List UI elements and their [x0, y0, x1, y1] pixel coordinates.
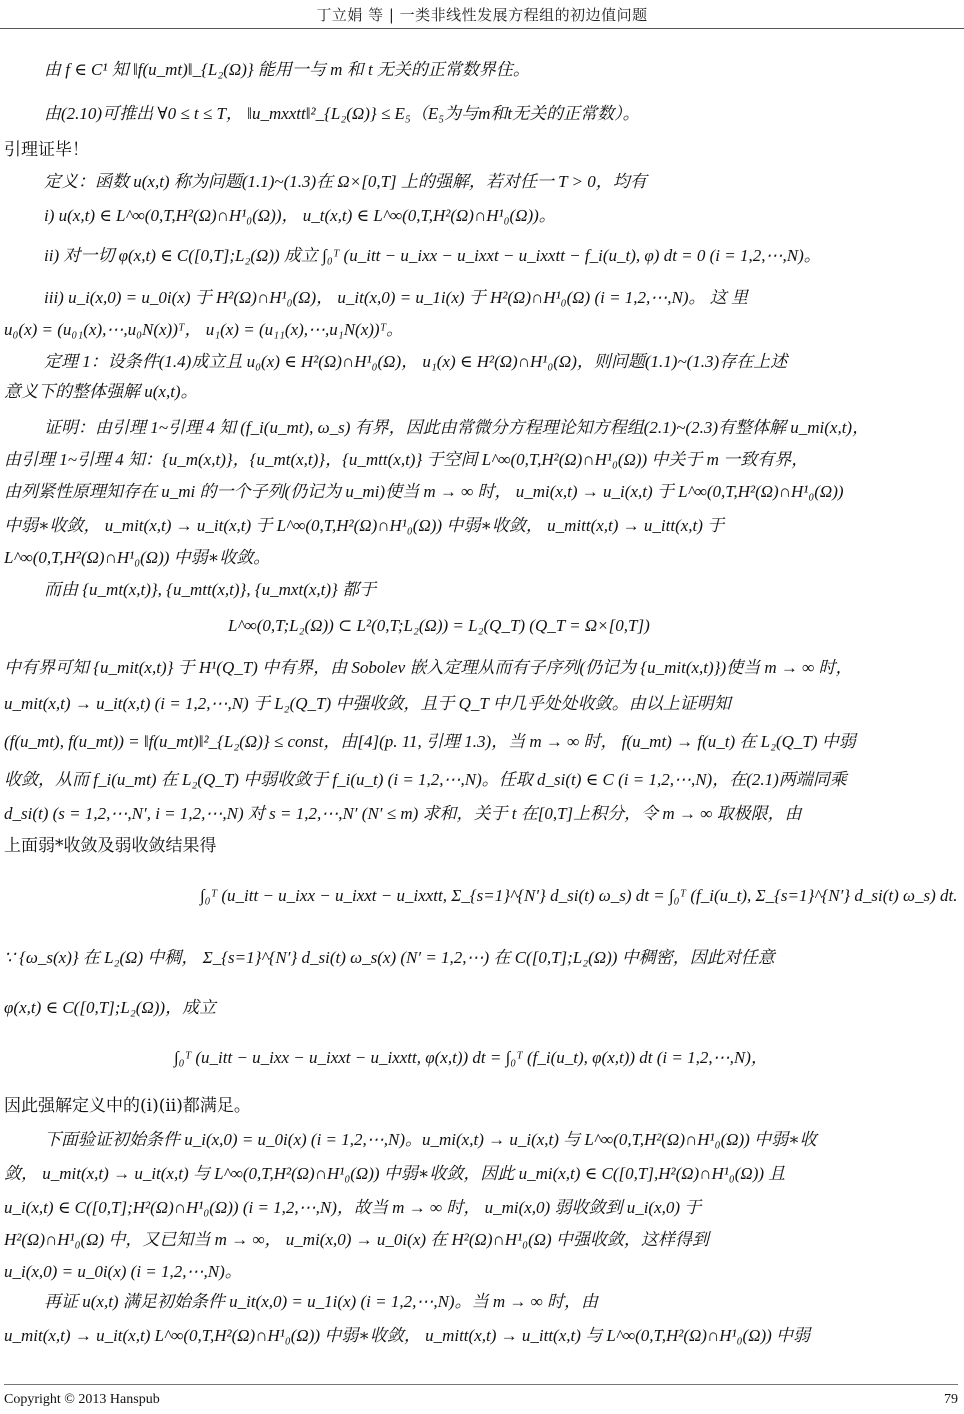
text-line: 由(2.10)可推出 ∀0 ≤ t ≤ T， ‖u_mxxtt‖²_{L₂(Ω)} ≤ E₅（E₅为与m和t无关的正常数）。: [44, 104, 640, 123]
text-line: 中弱∗收敛， u_mit(x,t) → u_it(x,t) 于 L^∞(0,T,H²(Ω)∩H¹₀(Ω)) 中弱∗收敛， u_mitt(x,t) → u_itt(x,t) 于: [4, 516, 725, 535]
text-line: u₀(x) = (u₀₁(x),⋯,u₀N(x))ᵀ， u₁(x) = (u₁₁(x),⋯,u₁N(x))ᵀ。: [4, 320, 404, 339]
text-line: 上面弱*收敛及弱收敛结果得: [4, 836, 217, 856]
text-line: 中有界可知 {u_mit(x,t)} 于 H¹(Q_T) 中有界，由 Sobolev 嵌入定理从而有子序列(仍记为 {u_mit(x,t)})使当 m → ∞ 时，: [4, 658, 853, 677]
text-line: 定义：函数 u(x,t) 称为问题(1.1)~(1.3)在 Ω×[0,T] 上的强解，若对任一 T > 0，均有: [44, 172, 647, 191]
text-line: 因此强解定义中的(i)(ii)都满足。: [4, 1096, 251, 1116]
text-line: (f(u_mt), f(u_mt)) = ‖f(u_mt)‖²_{L₂(Ω)} ≤ const，由[4](p. 11, 引理 1.3)，当 m → ∞ 时， f(u_mt) → f(u_t) 在 L₂(Q_T) 中弱: [4, 732, 856, 751]
text-line: 再证 u(x,t) 满足初始条件 u_it(x,0) = u_1i(x) (i = 1,2,⋯,N)。当 m → ∞ 时，由: [44, 1292, 598, 1311]
text-line: iii) u_i(x,0) = u_0i(x) 于 H²(Ω)∩H¹₀(Ω)， u_it(x,0) = u_1i(x) 于 H²(Ω)∩H¹₀(Ω) (i = 1,2,⋯,N)。 这 里: [44, 288, 749, 307]
text-line: 下面验证初始条件 u_i(x,0) = u_0i(x) (i = 1,2,⋯,N)。u_mi(x,t) → u_i(x,t) 与 L^∞(0,T,H²(Ω)∩H¹₀(Ω)) 中弱∗收: [44, 1130, 817, 1149]
text-line: 定理 1：设条件(1.4)成立且 u₀(x) ∈ H²(Ω)∩H¹₀(Ω)， u₁(x) ∈ H²(Ω)∩H¹₀(Ω)，则问题(1.1)~(1.3)存在上述: [44, 352, 788, 371]
text-line: u_i(x,0) = u_0i(x) (i = 1,2,⋯,N)。: [4, 1262, 242, 1281]
text-line: 由 f ∈ C¹ 知 ‖f(u_mt)‖_{L₂(Ω)} 能用一与 m 和 t 无关的正常数界住。: [44, 60, 530, 79]
text-line: 而由 {u_mt(x,t)}, {u_mtt(x,t)}, {u_mxt(x,t)} 都于: [44, 580, 377, 599]
text-line: 敛， u_mit(x,t) → u_it(x,t) 与 L^∞(0,T,H²(Ω)∩H¹₀(Ω)) 中弱∗收敛，因此 u_mi(x,t) ∈ C([0,T],H²(Ω)∩H¹₀(Ω)) 且: [4, 1164, 786, 1183]
footer-rule: [4, 1384, 958, 1385]
text-line: u_mit(x,t) → u_it(x,t) L^∞(0,T,H²(Ω)∩H¹₀(Ω)) 中弱∗收敛， u_mitt(x,t) → u_itt(x,t) 与 L^∞(0,T,H²(Ω)∩H¹₀(Ω)) 中弱: [4, 1326, 811, 1345]
text-line: L^∞(0,T,H²(Ω)∩H¹₀(Ω)) 中弱∗收敛。: [4, 548, 271, 567]
text-line: u_mit(x,t) → u_it(x,t) (i = 1,2,⋯,N) 于 L₂(Q_T) 中强收敛，且于 Q_T 中几乎处处收敛。由以上证明知: [4, 694, 731, 713]
header-rule: [0, 28, 964, 29]
text-line: i) u(x,t) ∈ L^∞(0,T,H²(Ω)∩H¹₀(Ω))， u_t(x,t) ∈ L^∞(0,T,H²(Ω)∩H¹₀(Ω))。: [44, 206, 556, 225]
running-header: 丁立娟 等 | 一类非线性发展方程组的初边值问题: [316, 6, 648, 24]
text-line: 由引理 1~引理 4 知：{u_m(x,t)}，{u_mt(x,t)}，{u_mtt(x,t)} 于空间 L^∞(0,T,H²(Ω)∩H¹₀(Ω)) 中关于 m 一致有界，: [4, 450, 809, 469]
text-line: 引理证毕！: [4, 140, 89, 160]
text-line: 意义下的整体强解 u(x,t)。: [4, 382, 198, 401]
copyright-text: Copyright © 2013 Hanspub: [4, 1392, 160, 1407]
text-line: 收敛，从而 f_i(u_mt) 在 L₂(Q_T) 中弱收敛于 f_i(u_t) (i = 1,2,⋯,N)。任取 d_si(t) ∈ C (i = 1,2,⋯,N)，在(2.1)两端同乘: [4, 770, 847, 789]
page-number: 79: [944, 1392, 958, 1407]
text-line: d_si(t) (s = 1,2,⋯,N′, i = 1,2,⋯,N) 对 s = 1,2,⋯,N′ (N′ ≤ m) 求和，关于 t 在[0,T]上积分，令 m → ∞ 取极限，由: [4, 804, 802, 823]
display-equation: ∫₀ᵀ (u_itt − u_ixx − u_ixxt − u_ixxtt, Σ_{s=1}^{N′} d_si(t) ω_s) dt = ∫₀ᵀ (f_i(u_t), Σ_{s=1}^{N′} d_si(t) ω_s) dt.: [200, 886, 958, 905]
text-line: u_i(x,t) ∈ C([0,T];H²(Ω)∩H¹₀(Ω)) (i = 1,2,⋯,N)，故当 m → ∞ 时， u_mi(x,0) 弱收敛到 u_i(x,0) 于: [4, 1198, 702, 1217]
display-equation: L^∞(0,T;L₂(Ω)) ⊂ L²(0,T;L₂(Ω)) = L₂(Q_T) (Q_T = Ω×[0,T]): [228, 616, 650, 635]
text-line: 由列紧性原理知存在 u_mi 的一个子列(仍记为 u_mi)使当 m → ∞ 时， u_mi(x,t) → u_i(x,t) 于 L^∞(0,T,H²(Ω)∩H¹₀(Ω)): [4, 482, 844, 501]
text-line: ii) 对一切 φ(x,t) ∈ C([0,T];L₂(Ω)) 成立 ∫₀ᵀ (u_itt − u_ixx − u_ixxt − u_ixxtt − f_i(u_t), φ) dt = 0 (i = 1,2,⋯,N)。: [44, 246, 821, 265]
text-line: ∵ {ω_s(x)} 在 L₂(Ω) 中稠， Σ_{s=1}^{N′} d_si(t) ω_s(x) (N′ = 1,2,⋯) 在 C([0,T];L₂(Ω)) 中稠密，因此对任意: [4, 948, 775, 967]
text-line: 证明：由引理 1~引理 4 知 (f_i(u_mt), ω_s) 有界，因此由常微分方程理论知方程组(2.1)~(2.3)有整体解 u_mi(x,t)，: [44, 418, 870, 437]
page-footer: [4, 1392, 958, 1408]
display-equation: ∫₀ᵀ (u_itt − u_ixx − u_ixxt − u_ixxtt, φ(x,t)) dt = ∫₀ᵀ (f_i(u_t), φ(x,t)) dt (i = 1,2,⋯,N)，: [174, 1048, 768, 1067]
text-line: φ(x,t) ∈ C([0,T];L₂(Ω))，成立: [4, 998, 217, 1017]
text-line: H²(Ω)∩H¹₀(Ω) 中，又已知当 m → ∞， u_mi(x,0) → u_0i(x) 在 H²(Ω)∩H¹₀(Ω) 中强收敛，这样得到: [4, 1230, 709, 1249]
